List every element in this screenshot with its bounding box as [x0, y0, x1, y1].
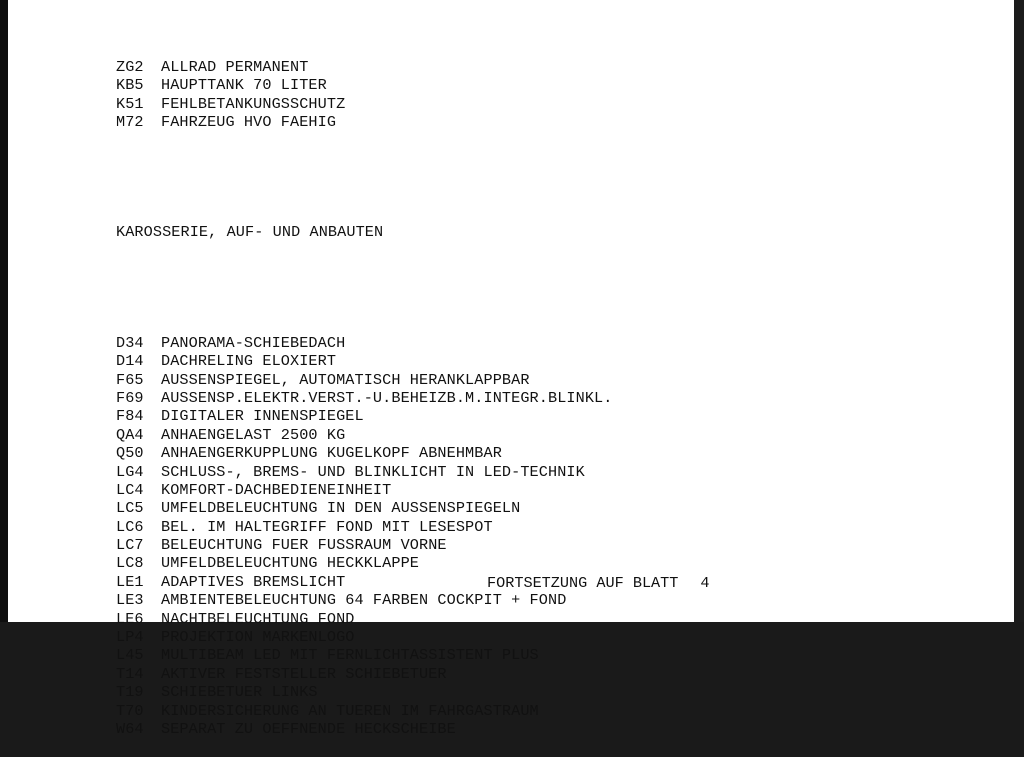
equipment-code: LE6: [116, 609, 144, 628]
equipment-code: QA4: [116, 425, 144, 444]
equipment-description: UMFELDBELEUCHTUNG IN DEN AUSSENSPIEGELN: [161, 499, 521, 518]
equipment-code: LC6: [116, 517, 144, 536]
equipment-description: FEHLBETANKUNGSSCHUTZ: [161, 94, 346, 113]
equipment-description: DIGITALER INNENSPIEGEL: [161, 407, 364, 426]
equipment-code: LC4: [116, 480, 144, 499]
equipment-line: [116, 407, 613, 425]
equipment-line: [116, 481, 613, 499]
equipment-code: L45: [116, 646, 144, 665]
equipment-description: SCHIEBETUER LINKS: [161, 683, 318, 702]
equipment-line: [116, 426, 613, 444]
equipment-code: F65: [116, 370, 144, 389]
equipment-description: AUSSENSPIEGEL, AUTOMATISCH HERANKLAPPBAR: [161, 370, 530, 389]
equipment-line: [116, 389, 613, 407]
equipment-line: [116, 610, 613, 628]
equipment-description: ANHAENGELAST 2500 KG: [161, 425, 346, 444]
equipment-line: [116, 463, 613, 481]
blank-line: [116, 279, 613, 297]
right-border: [1014, 0, 1024, 622]
equipment-code: D14: [116, 352, 144, 371]
equipment-code: W64: [116, 720, 144, 738]
equipment-line: [116, 334, 613, 352]
equipment-line: [116, 76, 613, 94]
equipment-code: M72: [116, 112, 144, 131]
equipment-line: [116, 58, 613, 76]
equipment-description: AUSSENSP.ELEKTR.VERST.-U.BEHEIZB.M.INTEGR.BLINKL.: [161, 388, 613, 407]
equipment-description: FAHRZEUG HVO FAEHIG: [161, 112, 337, 131]
equipment-description: ANHAENGERKUPPLUNG KUGELKOPF ABNEHMBAR: [161, 444, 502, 463]
continuation-page-number: 4: [700, 574, 710, 592]
equipment-line: [116, 665, 613, 683]
equipment-line: [116, 95, 613, 113]
equipment-line: [116, 702, 613, 720]
equipment-code: K51: [116, 94, 144, 113]
equipment-group-drivetrain: [116, 58, 613, 132]
equipment-group-body: [116, 334, 613, 739]
equipment-description: AMBIENTEBELEUCHTUNG 64 FARBEN COCKPIT + FOND: [161, 591, 567, 610]
equipment-code: LC8: [116, 554, 144, 573]
equipment-description: ALLRAD PERMANENT: [161, 57, 309, 76]
equipment-line: [116, 371, 613, 389]
equipment-line: [116, 499, 613, 517]
equipment-code: F69: [116, 388, 144, 407]
equipment-code: Q50: [116, 444, 144, 463]
left-border: [0, 0, 8, 622]
equipment-line: [116, 536, 613, 554]
equipment-list: [116, 21, 613, 757]
equipment-line: [116, 628, 613, 646]
equipment-description: MULTIBEAM LED MIT FERNLICHTASSISTENT PLUS: [161, 646, 539, 665]
continuation-label: FORTSETZUNG AUF BLATT: [487, 574, 679, 592]
equipment-description: KOMFORT-DACHBEDIENEINHEIT: [161, 480, 392, 499]
equipment-code: LP4: [116, 628, 144, 647]
equipment-code: ZG2: [116, 57, 144, 76]
equipment-line: [116, 518, 613, 536]
equipment-code: F84: [116, 407, 144, 426]
equipment-description: ADAPTIVES BREMSLICHT: [161, 572, 346, 591]
equipment-code: LG4: [116, 462, 144, 481]
equipment-description: BEL. IM HALTEGRIFF FOND MIT LESESPOT: [161, 517, 493, 536]
equipment-description: DACHRELING ELOXIERT: [161, 352, 337, 371]
equipment-description: PANORAMA-SCHIEBEDACH: [161, 333, 346, 352]
equipment-line: [116, 720, 613, 738]
equipment-description: SCHLUSS-, BREMS- UND BLINKLICHT IN LED-TECHNIK: [161, 462, 585, 481]
equipment-code: D34: [116, 333, 144, 352]
equipment-code: T19: [116, 683, 144, 702]
equipment-code: T14: [116, 664, 144, 683]
equipment-line: [116, 591, 613, 609]
equipment-code: LC7: [116, 536, 144, 555]
equipment-line: [116, 444, 613, 462]
equipment-code: LC5: [116, 499, 144, 518]
equipment-line: [116, 646, 613, 664]
equipment-line: [116, 683, 613, 701]
continuation-note: [487, 574, 710, 592]
equipment-code: T70: [116, 701, 144, 720]
equipment-description: HAUPTTANK 70 LITER: [161, 76, 327, 95]
equipment-line: [116, 352, 613, 370]
equipment-description: SEPARAT ZU OEFFNENDE HECKSCHEIBE: [161, 720, 456, 738]
equipment-code: KB5: [116, 76, 144, 95]
section-heading: KAROSSERIE, AUF- UND ANBAUTEN: [116, 223, 384, 242]
equipment-description: NACHTBELEUCHTUNG FOND: [161, 609, 355, 628]
equipment-code: LE1: [116, 572, 144, 591]
equipment-code: LE3: [116, 591, 144, 610]
equipment-description: PROJEKTION MARKENLOGO: [161, 628, 355, 647]
equipment-description: UMFELDBELEUCHTUNG HECKKLAPPE: [161, 554, 419, 573]
equipment-description: AKTIVER FESTSTELLER SCHIEBETUER: [161, 664, 447, 683]
blank-line: [116, 168, 613, 186]
equipment-line: [116, 554, 613, 572]
equipment-description: BELEUCHTUNG FUER FUSSRAUM VORNE: [161, 536, 447, 555]
equipment-description: KINDERSICHERUNG AN TUEREN IM FAHRGASTRAUM: [161, 701, 539, 720]
equipment-line: [116, 113, 613, 131]
